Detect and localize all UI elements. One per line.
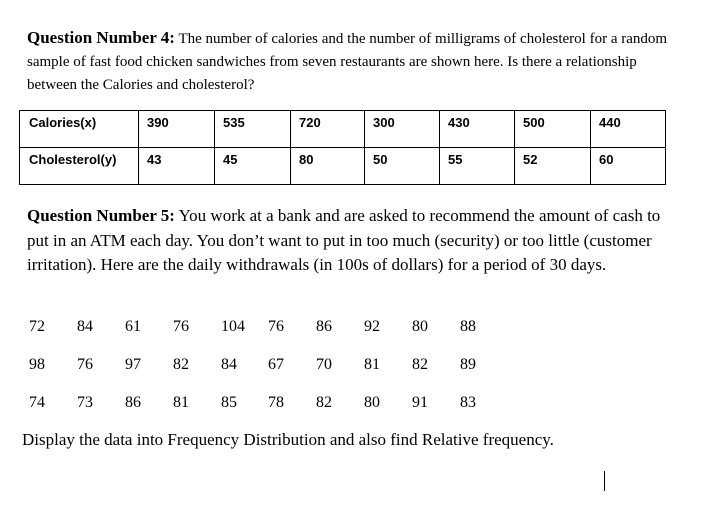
table-cell: 440 bbox=[591, 111, 666, 148]
data-value: 84 bbox=[221, 356, 237, 373]
data-value: 89 bbox=[460, 356, 476, 373]
data-value: 82 bbox=[173, 356, 189, 373]
question-5 bbox=[27, 204, 667, 278]
question-4-label: Question Number 4: bbox=[27, 28, 175, 47]
closing-instruction: Display the data into Frequency Distribution and also find Relative frequency. bbox=[22, 430, 554, 449]
data-value: 76 bbox=[173, 318, 189, 335]
data-value: 81 bbox=[364, 356, 380, 373]
question-5-label: Question Number 5: bbox=[27, 206, 175, 225]
data-value: 74 bbox=[29, 394, 45, 411]
table-row-calories bbox=[20, 111, 666, 148]
text-cursor[interactable] bbox=[604, 471, 605, 491]
table-cell: 45 bbox=[215, 148, 291, 185]
data-value: 82 bbox=[412, 356, 428, 373]
data-value: 86 bbox=[316, 318, 332, 335]
table-cell: 535 bbox=[215, 111, 291, 148]
calories-cholesterol-table bbox=[19, 110, 666, 185]
data-value: 82 bbox=[316, 394, 332, 411]
question-4 bbox=[27, 26, 687, 97]
data-value: 86 bbox=[125, 394, 141, 411]
data-value: 61 bbox=[125, 318, 141, 335]
data-value: 81 bbox=[173, 394, 189, 411]
data-value: 70 bbox=[316, 356, 332, 373]
data-value: 72 bbox=[29, 318, 45, 335]
question-5-text: You work at a bank and are asked to recommend the amount of cash to put in an ATM each day. You don’t want to put in too much (security) or too little (customer irritation). Here are the daily withdrawals (in 100s of dollars) for a period of 30 days. bbox=[27, 206, 661, 274]
data-value: 84 bbox=[77, 318, 93, 335]
table-cell: 500 bbox=[515, 111, 591, 148]
data-value: 104 bbox=[221, 318, 245, 335]
data-value: 98 bbox=[29, 356, 45, 373]
table-cell: 55 bbox=[440, 148, 515, 185]
table-row-header: Cholesterol(y) bbox=[20, 148, 139, 185]
data-value: 73 bbox=[77, 394, 93, 411]
data-value: 76 bbox=[268, 318, 284, 335]
data-value: 78 bbox=[268, 394, 284, 411]
table-row-cholesterol bbox=[20, 148, 666, 185]
data-value: 80 bbox=[412, 318, 428, 335]
data-value: 67 bbox=[268, 356, 284, 373]
data-value: 97 bbox=[125, 356, 141, 373]
data-value: 83 bbox=[460, 394, 476, 411]
data-value: 76 bbox=[77, 356, 93, 373]
table-cell: 80 bbox=[291, 148, 365, 185]
data-value: 85 bbox=[221, 394, 237, 411]
table-cell: 300 bbox=[365, 111, 440, 148]
table-cell: 430 bbox=[440, 111, 515, 148]
data-value: 80 bbox=[364, 394, 380, 411]
data-value: 92 bbox=[364, 318, 380, 335]
table-row-header: Calories(x) bbox=[20, 111, 139, 148]
table-cell: 60 bbox=[591, 148, 666, 185]
table-cell: 720 bbox=[291, 111, 365, 148]
table-cell: 52 bbox=[515, 148, 591, 185]
table-cell: 390 bbox=[139, 111, 215, 148]
question-4-text: The number of calories and the number of milligrams of cholesterol for a random sample of fast food chicken sandwiches from seven restaurants are shown here. Is there a relationship between the Calories and cholesterol? bbox=[27, 31, 668, 93]
data-value: 88 bbox=[460, 318, 476, 335]
data-value: 91 bbox=[412, 394, 428, 411]
table-cell: 50 bbox=[365, 148, 440, 185]
table-cell: 43 bbox=[139, 148, 215, 185]
